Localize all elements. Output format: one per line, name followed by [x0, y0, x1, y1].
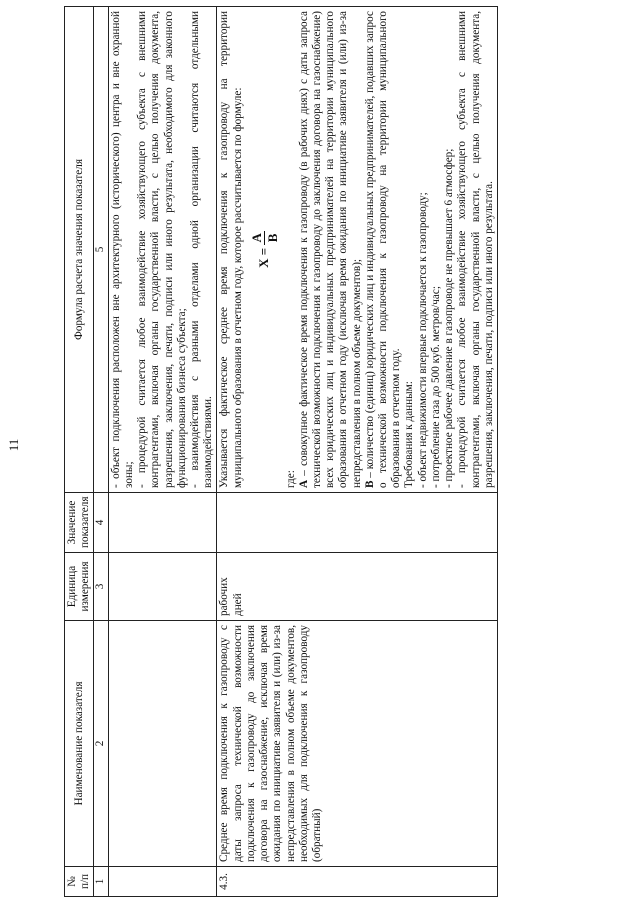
indicator-formula — [217, 7, 498, 493]
requirement-item: - потребление газа до 500 куб. метров/час; — [429, 286, 442, 488]
continuation-line: - взаимодействия с разными отделами одной организации считаются отдельными взаимодействиями. — [188, 11, 215, 488]
requirement-item: - проектное рабочее давление в газопроводе не превышает 6 атмосфер; — [443, 148, 456, 488]
column-number: 5 — [94, 7, 108, 493]
header-formula: Формула расчета значения показателя — [65, 7, 94, 493]
table-row — [217, 7, 498, 897]
formula-intro: Указывается фактическое среднее время подключения к газопроводу на территории муниципального образования в отчетном году, которое рассчитывается по формуле: — [218, 11, 244, 488]
requirement-item: - процедурой считается любое взаимодействие хозяйствующего субъекта с внешними контрагентами, включая органы государственной власти, с целью получения документа, разрешения, заключения, печати, подписи или иного результата. — [456, 11, 495, 488]
indicator-value — [217, 493, 498, 553]
formula-fraction — [249, 231, 281, 244]
indicator-table — [64, 6, 498, 897]
indicator-unit: рабочих дней — [217, 553, 498, 621]
row-number: 4.3. — [217, 867, 498, 897]
requirement-item: - объект недвижимости впервые подключается к газопроводу; — [416, 192, 429, 488]
header-name: Наименование показателя — [65, 621, 94, 867]
indicator-name: Среднее время подключения к газопроводу с даты запроса технической возможности подключения к газопроводу до заключения договора на газоснабжение, исключая время ожидания по инициативе заявителя и (или) из-за непредставления в полном объеме документов, необходимых для подключения к газопроводу (обратный) — [217, 621, 498, 867]
definition-b-label: В — [363, 480, 376, 488]
definition-a-label: А — [297, 479, 310, 488]
definition-b — [364, 11, 404, 488]
header-num: № п/п — [65, 867, 94, 897]
continuation-row — [108, 7, 217, 897]
header-unit: Единица измерения — [65, 553, 94, 621]
page-number: 11 — [6, 438, 21, 452]
formula-numerator: A — [248, 233, 264, 243]
column-number: 2 — [94, 621, 108, 867]
where-label: где: — [284, 470, 297, 488]
column-number: 1 — [94, 867, 108, 897]
continuation-text — [108, 7, 217, 493]
formula-denominator: B — [265, 233, 281, 243]
column-number: 3 — [94, 553, 108, 621]
requirements-title: Требования к данным: — [403, 381, 416, 488]
continuation-line: - процедурой считается любое взаимодействие хозяйствующего субъекта с внешними контрагентами, включая органы государственной власти, с целью получения документа, разрешения, заключения, печати, подписи или иного результата, необходимого для законного функционирования бизнеса субъекта; — [136, 11, 188, 488]
table-header-row — [65, 7, 94, 897]
formula-left: X = — [255, 247, 271, 268]
definition-a-text: – совокупное фактическое время подключения к газопроводу (в рабочих днях) с даты запроса технической возможности подключения к газопроводу до заключения договора на газоснабжение) всех юридических лиц и индивидуальных предпринимателей на территории муниципального образования в отчетном году (исключая время ожидания по инициативе заявителя и (или) из-за непредставления в полном объеме документов); — [297, 11, 363, 488]
definition-a — [298, 11, 364, 488]
definition-b-text: – количество (единиц) юридических лиц и индивидуальных предпринимателей, подавших запрос о технической возможности подключения к газопроводу на территории муниципального образования в отчетном году. — [363, 11, 403, 488]
column-number-row — [94, 7, 108, 897]
formula — [249, 11, 281, 488]
header-value: Значение показателя — [65, 493, 94, 553]
continuation-line: - объект подключения расположен вне архитектурного (исторического) центра и вне охранной зоны; — [109, 11, 135, 488]
column-number: 4 — [94, 493, 108, 553]
